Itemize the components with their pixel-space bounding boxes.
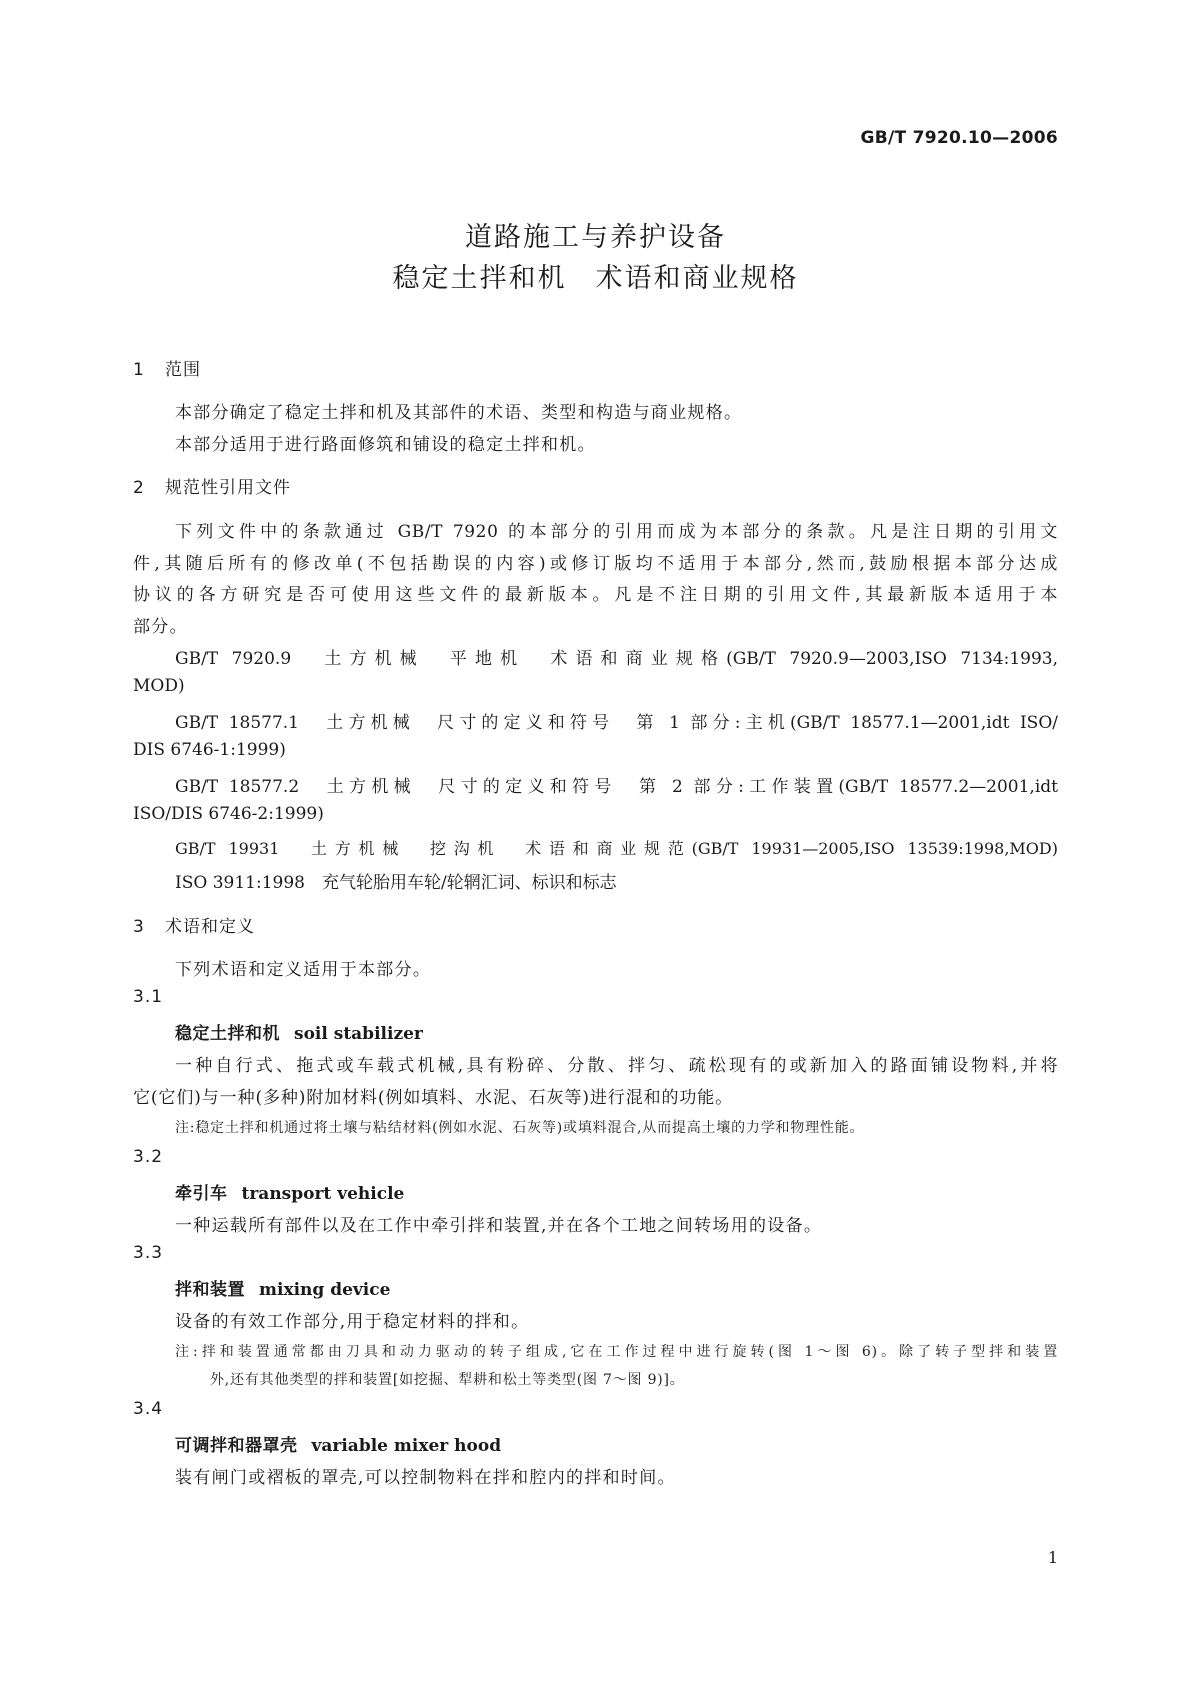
reference-item: GB/T 19931 土方机械 挖沟机 术语和商业规范(GB/T 19931—2005,ISO 13539:1998,MOD) bbox=[175, 839, 1058, 858]
term-heading bbox=[175, 1179, 404, 1204]
term-heading bbox=[175, 1431, 501, 1456]
section-1-paragraph-2: 本部分适用于进行路面修筑和铺设的稳定土拌和机。 bbox=[175, 435, 596, 455]
section-2-heading bbox=[133, 473, 291, 498]
section-2-paragraph-line: 件,其随后所有的修改单(不包括勘误的内容)或修订版均不适用于本部分,然而,鼓励根据本部分达成 bbox=[133, 554, 1058, 574]
term-note: 注:稳定土拌和机通过将土壤与粘结材料(例如水泥、石灰等)或填料混合,从而提高土壤的力学和物理性能。 bbox=[175, 1120, 865, 1136]
term-definition: 设备的有效工作部分,用于稳定材料的拌和。 bbox=[175, 1312, 530, 1332]
section-title: 术语和定义 bbox=[165, 917, 255, 937]
reference-item: ISO 3911:1998 充气轮胎用车轮/轮辋汇词、标识和标志 bbox=[175, 873, 617, 893]
section-2-paragraph-line: 协议的各方研究是否可使用这些文件的最新版本。凡是不注日期的引用文件,其最新版本适用于本 bbox=[133, 585, 1058, 605]
term-zh: 可调拌和器罩壳 bbox=[175, 1436, 298, 1456]
section-1-paragraph-1: 本部分确定了稳定土拌和机及其部件的术语、类型和构造与商业规格。 bbox=[175, 403, 743, 423]
reference-item: GB/T 18577.2 土方机械 尺寸的定义和符号 第 2 部分:工作装置(GB/T 18577.2—2001,idt bbox=[175, 777, 1058, 797]
term-number: 3.3 bbox=[133, 1243, 164, 1263]
reference-item: GB/T 18577.1 土方机械 尺寸的定义和符号 第 1 部分:主机(GB/T 18577.1—2001,idt ISO/ bbox=[175, 713, 1058, 733]
section-number: 2 bbox=[133, 478, 145, 498]
document-title-line1: 道路施工与养护设备 bbox=[465, 222, 726, 253]
term-number: 3.2 bbox=[133, 1147, 164, 1167]
section-number: 1 bbox=[133, 360, 145, 380]
term-en: soil stabilizer bbox=[294, 1024, 423, 1044]
section-2-paragraph-line: 下列文件中的条款通过 GB/T 7920 的本部分的引用而成为本部分的条款。凡是注日期的引用文 bbox=[175, 522, 1058, 542]
document-title-line2: 稳定土拌和机 术语和商业规格 bbox=[392, 263, 799, 294]
term-en: mixing device bbox=[259, 1280, 391, 1300]
section-number: 3 bbox=[133, 917, 145, 937]
term-note: 注:拌和装置通常都由刀具和动力驱动的转子组成,它在工作过程中进行旋转(图 1～图 6)。除了转子型拌和装置 bbox=[175, 1344, 1058, 1360]
term-zh: 拌和装置 bbox=[175, 1280, 245, 1300]
section-3-heading bbox=[133, 912, 255, 937]
term-heading bbox=[175, 1019, 423, 1044]
term-definition-line: 一种自行式、拖式或车载式机械,具有粉碎、分散、拌匀、疏松现有的或新加入的路面铺设物料,并将 bbox=[175, 1056, 1058, 1076]
term-number: 3.4 bbox=[133, 1399, 164, 1419]
section-2-paragraph-line: 部分。 bbox=[133, 617, 188, 637]
section-1-heading bbox=[133, 355, 201, 380]
term-number: 3.1 bbox=[133, 987, 164, 1007]
term-zh: 牵引车 bbox=[175, 1184, 228, 1204]
term-en: transport vehicle bbox=[241, 1184, 405, 1204]
section-title: 范围 bbox=[165, 360, 201, 380]
term-zh: 稳定土拌和机 bbox=[175, 1024, 280, 1044]
term-definition-line: 它(它们)与一种(多种)附加材料(例如填料、水泥、石灰等)进行混和的功能。 bbox=[133, 1088, 734, 1108]
page-number: 1 bbox=[1047, 1548, 1058, 1567]
reference-item-continuation: DIS 6746-1:1999) bbox=[133, 740, 286, 760]
standard-code: GB/T 7920.10—2006 bbox=[860, 128, 1058, 148]
section-title: 规范性引用文件 bbox=[165, 478, 291, 498]
term-heading bbox=[175, 1275, 390, 1300]
term-en: variable mixer hood bbox=[311, 1436, 502, 1456]
reference-item-continuation: MOD) bbox=[133, 676, 185, 696]
reference-item: GB/T 7920.9 土方机械 平地机 术语和商业规格(GB/T 7920.9—2003,ISO 7134:1993, bbox=[175, 649, 1058, 669]
term-note-continuation: 外,还有其他类型的拌和装置[如挖掘、犁耕和松土等类型(图 7～图 9)]。 bbox=[210, 1372, 685, 1388]
reference-item-continuation: ISO/DIS 6746-2:1999) bbox=[133, 804, 324, 824]
term-definition: 一种运载所有部件以及在工作中牵引拌和装置,并在各个工地之间转场用的设备。 bbox=[175, 1216, 823, 1236]
term-definition: 装有闸门或褶板的罩壳,可以控制物料在拌和腔内的拌和时间。 bbox=[175, 1468, 676, 1488]
section-3-paragraph-1: 下列术语和定义适用于本部分。 bbox=[175, 960, 432, 980]
